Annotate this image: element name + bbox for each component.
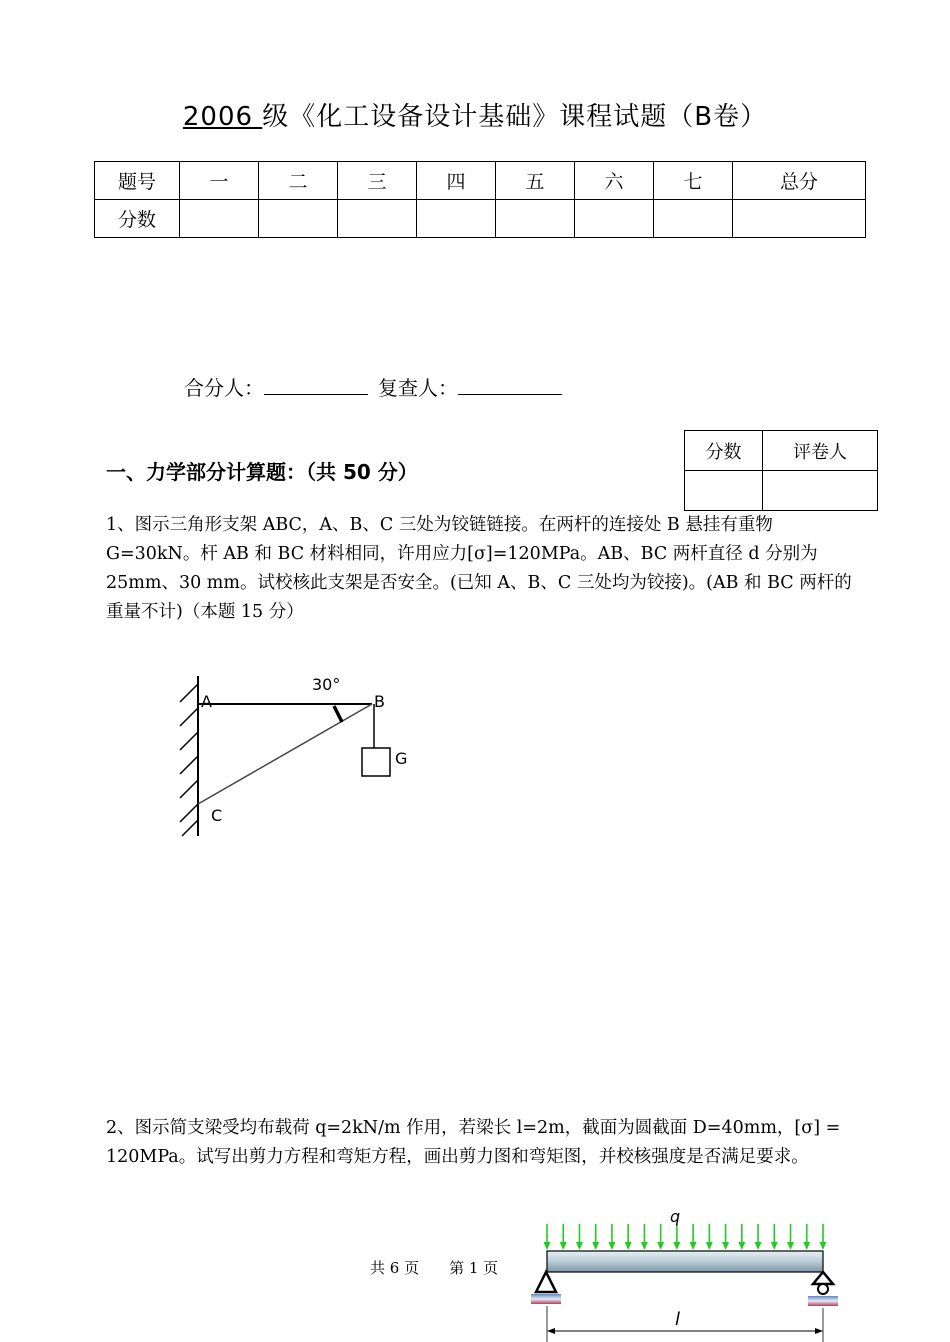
question-1-text: 1、图示三角形支架 ABC，A、B、C 三处为铰链链接。在两杆的连接处 B 悬挂有重物 G=30kN。杆 AB 和 BC 材料相同，许用应力[σ]=120MPa。AB、BC 两杆直径 d 分别为 25mm、30 mm。试校核此支架是否安全。(已知 A、B、C 三处均为铰接)。(AB 和 BC 两杆的重量不计)（本题 15 分） — [106, 515, 852, 622]
signer-line — [184, 372, 562, 401]
tally-blank[interactable] — [264, 374, 368, 395]
label-b: B — [374, 692, 385, 711]
load-arrow-head — [803, 1242, 810, 1250]
score-header-cell: 一 — [180, 162, 259, 200]
weight-box — [362, 748, 390, 776]
section-title: 一、力学部分计算题： — [106, 460, 306, 484]
score-input-cell[interactable] — [338, 200, 417, 238]
load-arrow-head — [657, 1242, 664, 1250]
label-c: C — [211, 806, 223, 825]
question-2-text: 2、图示简支梁受均布载荷 q=2kN/m 作用，若梁长 l=2m，截面为圆截面 D=40mm，[σ] = 120MPa。试写出剪力方程和弯矩方程，画出剪力图和弯矩图，并校核强度是否满足要求。 — [106, 1118, 841, 1167]
label-a: A — [201, 692, 212, 711]
load-arrow-head — [771, 1242, 778, 1250]
grader-table — [684, 430, 878, 511]
score-header-cell: 三 — [338, 162, 417, 200]
load-arrow-head — [560, 1242, 567, 1250]
load-arrow-head — [787, 1242, 794, 1250]
load-arrow-head — [641, 1242, 648, 1250]
dimension-arrow-right — [815, 1328, 823, 1334]
load-arrow-head — [673, 1242, 680, 1250]
title-year: 2006 — [182, 102, 263, 132]
wall-hatching — [180, 684, 198, 836]
load-label: q — [670, 1207, 681, 1226]
tally-label: 合分人： — [184, 376, 264, 400]
load-arrow-head — [820, 1242, 827, 1250]
grader-score-label: 分数 — [685, 431, 763, 471]
score-input-cell[interactable] — [180, 200, 259, 238]
score-header-cell: 题号 — [95, 162, 180, 200]
load-arrow-head — [608, 1242, 615, 1250]
dimension-arrow-left — [547, 1328, 555, 1334]
bracket-figure — [170, 668, 420, 843]
score-table-header-row — [95, 162, 866, 200]
score-input-cell[interactable] — [417, 200, 496, 238]
score-input-cell[interactable] — [733, 200, 866, 238]
review-label: 复查人： — [378, 376, 458, 400]
grader-name-cell[interactable] — [763, 471, 878, 511]
load-arrow-head — [755, 1242, 762, 1250]
title-text: 级《化工设备设计基础》课程试题（B卷） — [262, 102, 768, 132]
beam — [547, 1251, 823, 1272]
score-table-value-row — [95, 200, 866, 238]
footer-total-pages: 共 6 页 — [370, 1259, 420, 1277]
score-header-cell: 五 — [496, 162, 575, 200]
roller-wheel — [818, 1284, 828, 1294]
score-header-cell: 七 — [654, 162, 733, 200]
load-arrow-head — [544, 1242, 551, 1250]
load-arrow-head — [592, 1242, 599, 1250]
angle-mark — [334, 706, 342, 722]
roller-support — [813, 1272, 833, 1284]
footer-page-number: 第 1 页 — [449, 1259, 499, 1277]
length-label: l — [675, 1309, 681, 1330]
page-title — [0, 96, 950, 133]
grader-score-cell[interactable] — [685, 471, 763, 511]
score-input-cell[interactable] — [259, 200, 338, 238]
review-blank[interactable] — [458, 374, 562, 395]
load-arrow-head — [576, 1242, 583, 1250]
score-input-cell[interactable] — [654, 200, 733, 238]
section-heading — [106, 456, 418, 485]
section-points: （共 50 分） — [306, 460, 418, 484]
beam-figure — [525, 1200, 845, 1342]
load-arrow-head — [706, 1242, 713, 1250]
load-arrow-head — [738, 1242, 745, 1250]
load-arrow-head — [625, 1242, 632, 1250]
label-angle: 30° — [312, 675, 341, 694]
pin-support — [536, 1272, 556, 1292]
score-input-cell[interactable] — [575, 200, 654, 238]
score-header-cell: 总分 — [733, 162, 866, 200]
grader-name-label: 评卷人 — [763, 431, 878, 471]
score-header-cell: 二 — [259, 162, 338, 200]
score-header-cell: 六 — [575, 162, 654, 200]
label-g: G — [395, 749, 408, 768]
distributed-load — [544, 1224, 827, 1250]
page-footer — [370, 1257, 498, 1278]
bar-bc — [198, 704, 372, 804]
score-header-cell: 四 — [417, 162, 496, 200]
score-input-cell[interactable] — [496, 200, 575, 238]
load-arrow-head — [722, 1242, 729, 1250]
pin-support-base — [531, 1294, 561, 1304]
score-row-label: 分数 — [95, 200, 180, 238]
roller-support-base — [808, 1296, 838, 1306]
load-arrow-head — [690, 1242, 697, 1250]
score-table — [94, 161, 866, 238]
